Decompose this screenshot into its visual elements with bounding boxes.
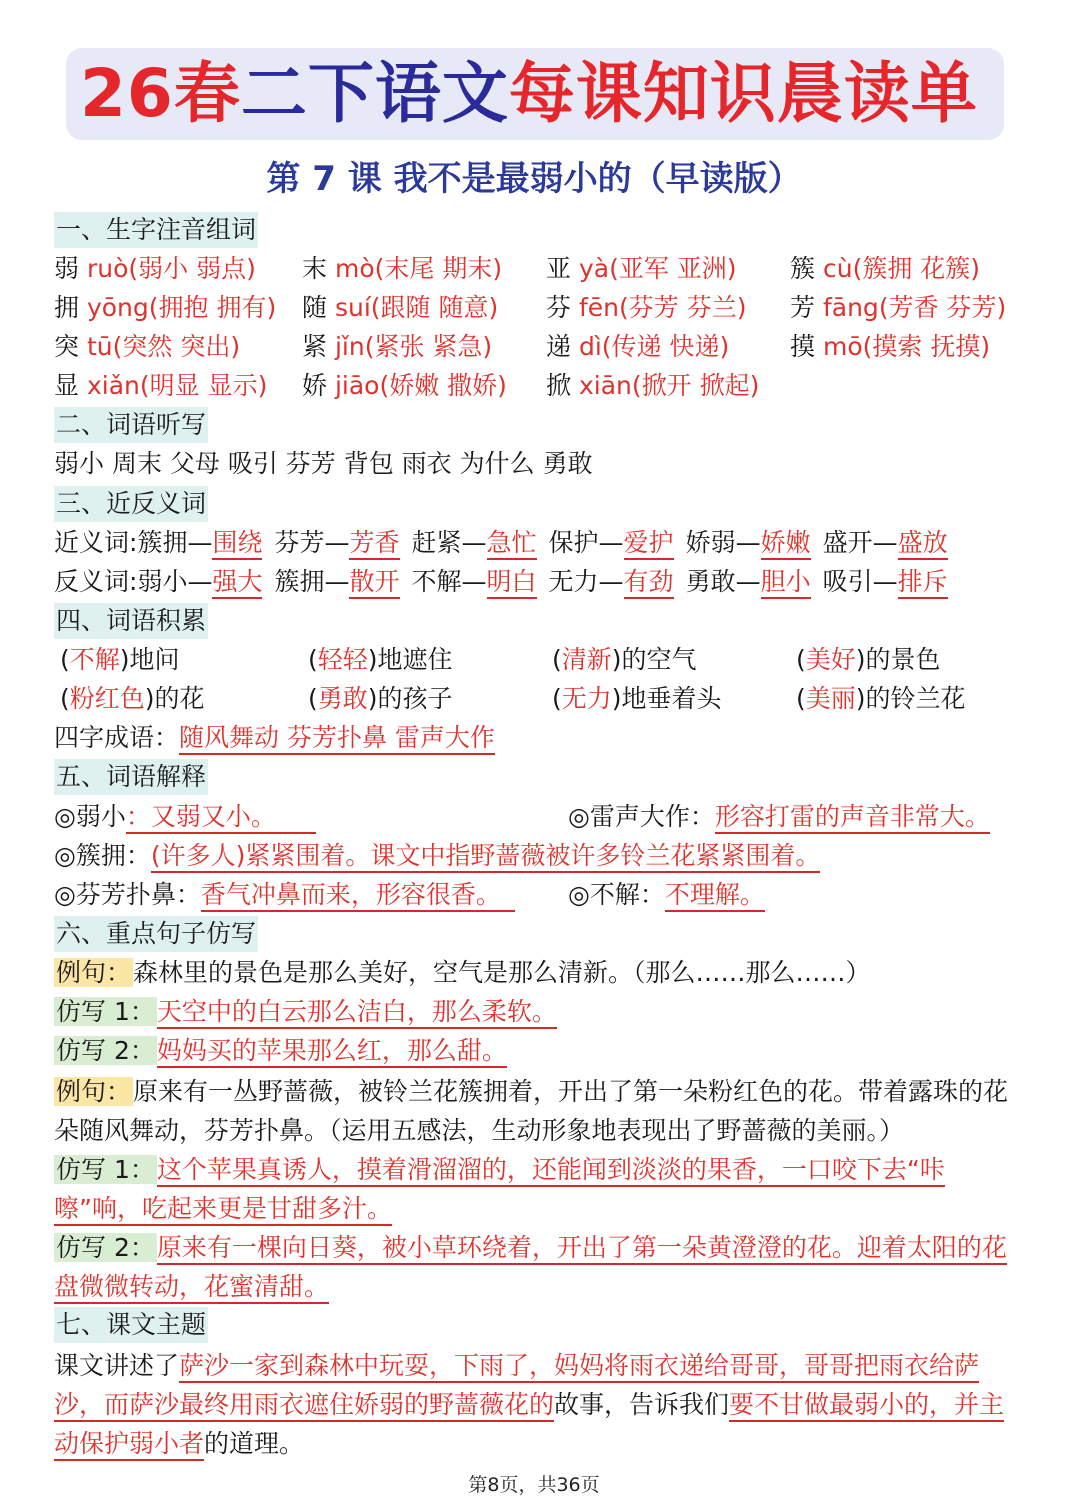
title-part-subject: 二下语文	[240, 55, 509, 132]
definition-word: ◎簇拥：	[54, 841, 151, 870]
phrase-fill: 美好	[805, 645, 856, 674]
definition-text: ：又弱又小。	[126, 802, 316, 834]
character: 拥	[54, 293, 80, 322]
imitation-2a	[54, 1150, 1016, 1228]
imitation-label: 仿写 2：	[56, 1233, 155, 1262]
paren-open: (	[60, 645, 70, 674]
pinyin: xiān	[578, 371, 632, 400]
phrase-entry	[308, 642, 453, 678]
paren-open: (	[796, 684, 806, 713]
character-entry	[54, 368, 267, 404]
definition-row-2	[568, 799, 990, 835]
example-text: 森林里的景色是那么美好，空气是那么清新。（那么……那么……）	[133, 958, 871, 987]
imitation-1b	[54, 1033, 507, 1069]
paren-open: (	[796, 645, 806, 674]
theme-paragraph	[54, 1346, 1016, 1463]
pair-answer: 有劲	[624, 567, 674, 599]
imitation-text: 妈妈买的苹果那么红，那么甜。	[157, 1036, 507, 1068]
imitation-text: 这个苹果真诱人，摸着滑溜溜的，还能闻到淡淡的果香，一口咬下去“咔嚓”响，吃起来更是甘甜多汁。	[54, 1155, 945, 1226]
pair-word: 吸引—	[822, 567, 898, 596]
word-pair	[137, 567, 262, 599]
title-part-name: 每课知识晨读单	[508, 55, 978, 132]
paren-close: )	[611, 684, 622, 713]
word-pair	[686, 528, 811, 557]
pair-word: 簇拥—	[274, 567, 350, 596]
antonym-label: 反义词:	[54, 567, 138, 596]
definition-word: ◎芬芳扑鼻：	[54, 880, 201, 909]
pinyin: jǐn	[334, 332, 365, 361]
phrase-fill: 清新	[561, 645, 612, 674]
phrase-fill: 无力	[561, 684, 612, 713]
pair-answer: 散开	[349, 567, 399, 599]
word-pair	[412, 528, 537, 557]
definition-text: 香气冲鼻而来，形容很香。	[201, 880, 515, 912]
pair-answer: 盛放	[898, 528, 948, 560]
phrase-text: 的花	[154, 684, 205, 713]
paren-close: )	[119, 645, 130, 674]
pair-word: 弱小—	[137, 567, 213, 596]
character-entry	[302, 290, 498, 326]
definition-text: 形容打雷的声音非常大。	[715, 802, 990, 834]
character: 末	[302, 254, 328, 283]
phrase-text: 地遮住	[377, 645, 453, 674]
word-pair	[412, 567, 537, 596]
word-group: (突然 突出)	[112, 332, 241, 361]
pinyin: cù	[822, 254, 853, 283]
word-pair	[823, 567, 948, 596]
character-entry	[546, 251, 737, 287]
pair-word: 娇弱—	[685, 528, 761, 557]
synonym-row	[54, 525, 948, 561]
pinyin: yà	[578, 254, 610, 283]
pinyin: fāng	[822, 293, 879, 322]
phrase-fill: 勇敢	[317, 684, 368, 713]
section-title-5: 五、词语解释	[54, 759, 208, 795]
imitation-label: 仿写 2：	[56, 1036, 155, 1065]
character-entry	[790, 290, 1006, 326]
definition-word: ◎雷声大作：	[568, 802, 715, 831]
title-part-year: 26春	[80, 55, 241, 132]
phrase-text: 地垂着头	[621, 684, 722, 713]
example-sentence-2	[54, 1072, 1016, 1150]
pair-answer: 娇嫩	[761, 528, 811, 560]
character-entry	[302, 251, 502, 287]
character: 娇	[302, 371, 328, 400]
word-pair	[137, 528, 262, 560]
paren-close: )	[367, 684, 378, 713]
character-entry	[302, 368, 507, 404]
theme-text: 故事，告诉我们	[554, 1390, 730, 1419]
pinyin: xiǎn	[86, 371, 140, 400]
character-entry	[546, 368, 759, 404]
paren-close: )	[367, 645, 378, 674]
paren-close: )	[144, 684, 155, 713]
definition-word: ◎不解：	[568, 880, 665, 909]
example-label: 例句：	[56, 958, 132, 987]
character: 芳	[790, 293, 816, 322]
phrase-fill: 美丽	[805, 684, 856, 713]
phrase-entry	[60, 642, 180, 678]
word-pair	[549, 567, 674, 596]
section-title-6: 六、重点句子仿写	[54, 916, 258, 952]
pair-word: 无力—	[548, 567, 624, 596]
paren-close: )	[855, 645, 866, 674]
word-pair	[686, 567, 811, 596]
idiom-list: 随风舞动 芬芳扑鼻 雷声大作	[179, 723, 495, 755]
pair-word: 簇拥—	[137, 528, 213, 557]
theme-text: 课文讲述了	[54, 1351, 180, 1380]
theme-text: 的道理。	[204, 1429, 305, 1458]
paren-close: )	[611, 645, 622, 674]
theme-highlight: 萨沙一家到森林中玩耍，下雨了，妈妈将雨衣递给哥哥，哥哥把雨衣给萨沙，而萨沙最终用雨衣遮住娇弱的野蔷薇花的	[54, 1351, 979, 1422]
word-group: (跟随 随意)	[370, 293, 499, 322]
word-group: (娇嫩 撒娇)	[379, 371, 507, 400]
section-title-3: 三、近反义词	[54, 486, 208, 522]
paren-open: (	[60, 684, 70, 713]
character-entry	[790, 251, 980, 287]
word-pair	[274, 528, 399, 557]
character-entry	[790, 329, 990, 365]
pair-word: 盛开—	[822, 528, 898, 557]
pair-word: 勇敢—	[685, 567, 761, 596]
paren-open: (	[552, 645, 562, 674]
pinyin: yōng	[86, 293, 149, 322]
word-group: (拥抱 拥有)	[148, 293, 277, 322]
phrase-entry	[796, 642, 941, 678]
pair-word: 保护—	[548, 528, 624, 557]
pinyin: ruò	[86, 254, 129, 283]
pinyin: mō	[822, 332, 863, 361]
pinyin: fēn	[578, 293, 619, 322]
word-group: (亚军 亚洲)	[609, 254, 737, 283]
imitation-text: 原来有一棵向日葵，被小草环绕着，开出了第一朵黄澄澄的花。迎着太阳的花盘微微转动，花蜜清甜。	[54, 1233, 1007, 1304]
word-group: (传递 快递)	[601, 332, 730, 361]
theme-highlight: 要不甘做最弱小的，并主动保护弱小者	[54, 1390, 1004, 1461]
imitation-text: 天空中的白云那么洁白，那么柔软。	[157, 997, 557, 1029]
definition-word: ◎弱小	[54, 802, 126, 831]
section-title-1: 一、生字注音组词	[54, 212, 258, 248]
synonym-label: 近义词:	[54, 528, 138, 557]
pinyin: tū	[86, 332, 113, 361]
character: 紧	[302, 332, 328, 361]
section-title-7: 七、课文主题	[54, 1307, 208, 1343]
phrase-entry	[552, 642, 697, 678]
word-pair	[274, 567, 399, 596]
definition-text: (许多人)紧紧围着。课文中指野蔷薇被许多铃兰花紧紧围着。	[151, 841, 821, 873]
pair-answer: 强大	[212, 567, 262, 599]
paren-open: (	[308, 684, 318, 713]
word-group: (芳香 芬芳)	[878, 293, 1007, 322]
pair-word: 芬芳—	[274, 528, 350, 557]
word-group: (掀开 掀起)	[631, 371, 760, 400]
character: 突	[54, 332, 80, 361]
example-sentence-1	[54, 955, 871, 991]
phrase-text: 的铃兰花	[865, 684, 966, 713]
character: 显	[54, 371, 80, 400]
example-label: 例句：	[56, 1077, 132, 1106]
character-entry	[302, 329, 492, 365]
phrase-text: 的空气	[621, 645, 697, 674]
word-pair	[823, 528, 948, 557]
section-title-4: 四、词语积累	[54, 603, 208, 639]
definition-row-4	[54, 877, 515, 913]
pair-word: 不解—	[411, 567, 487, 596]
phrase-text: 的景色	[865, 645, 941, 674]
pair-answer: 芳香	[349, 528, 399, 560]
character: 簇	[790, 254, 816, 283]
page-number: 第8页，共36页	[468, 1474, 600, 1496]
pinyin: suí	[334, 293, 371, 322]
word-group: (摸索 抚摸)	[862, 332, 991, 361]
definition-row-1	[54, 799, 316, 835]
character: 掀	[546, 371, 572, 400]
pinyin: dì	[578, 332, 602, 361]
phrase-text: 的孩子	[377, 684, 453, 713]
phrase-fill: 不解	[69, 645, 120, 674]
definition-row-5	[568, 877, 765, 913]
phrase-text: 地问	[129, 645, 180, 674]
character: 亚	[546, 254, 572, 283]
word-group: (明显 显示)	[139, 371, 268, 400]
dictation-words: 弱小 周末 父母 吸引 芬芳 背包 雨衣 为什么 勇敢	[54, 449, 593, 478]
character: 弱	[54, 254, 80, 283]
pair-answer: 胆小	[761, 567, 811, 599]
character: 芬	[546, 293, 572, 322]
page-title	[80, 52, 978, 136]
pinyin: mò	[334, 254, 375, 283]
phrase-entry	[308, 681, 453, 717]
paren-close: )	[855, 684, 866, 713]
phrase-entry	[552, 681, 722, 717]
character-entry	[54, 290, 276, 326]
phrase-fill: 轻轻	[317, 645, 368, 674]
word-group: (芬芳 芬兰)	[619, 293, 747, 322]
pair-answer: 排斥	[898, 567, 948, 599]
imitation-label: 仿写 1：	[56, 1155, 155, 1184]
example-text: 原来有一丛野蔷薇，被铃兰花簇拥着，开出了第一朵粉红色的花。带着露珠的花朵随风舞动，芬芳扑鼻。（运用五感法，生动形象地表现出了野蔷薇的美丽。）	[54, 1077, 1009, 1145]
character-entry	[54, 251, 256, 287]
definition-text: 不理解。	[665, 880, 765, 912]
paren-open: (	[308, 645, 318, 674]
character-entry	[54, 329, 240, 365]
definition-row-3	[54, 838, 820, 874]
character-entry	[546, 329, 729, 365]
word-group: (弱小 弱点)	[128, 254, 256, 283]
imitation-label: 仿写 1：	[56, 997, 155, 1026]
lesson-subtitle: 第 7 课 我不是最弱小的（早读版）	[266, 159, 802, 199]
phrase-entry	[796, 681, 966, 717]
word-group: (末尾 期末)	[374, 254, 503, 283]
imitation-2b	[54, 1228, 1016, 1306]
antonym-row	[54, 564, 948, 600]
character: 递	[546, 332, 572, 361]
section-title-2: 二、词语听写	[54, 407, 208, 443]
character: 随	[302, 293, 328, 322]
word-group: (紧张 紧急)	[364, 332, 493, 361]
idiom-label: 四字成语：	[54, 723, 180, 752]
pair-answer: 围绕	[212, 528, 262, 560]
phrase-fill: 粉红色	[69, 684, 145, 713]
paren-open: (	[552, 684, 562, 713]
pair-answer: 明白	[487, 567, 537, 599]
pair-answer: 爱护	[624, 528, 674, 560]
imitation-1a	[54, 994, 557, 1030]
word-group: (簇拥 花簇)	[852, 254, 981, 283]
character-entry	[546, 290, 746, 326]
phrase-entry	[60, 681, 205, 717]
pinyin: jiāo	[334, 371, 380, 400]
character: 摸	[790, 332, 816, 361]
idiom-row	[54, 720, 495, 756]
word-pair	[549, 528, 674, 557]
pair-answer: 急忙	[487, 528, 537, 560]
pair-word: 赶紧—	[411, 528, 487, 557]
